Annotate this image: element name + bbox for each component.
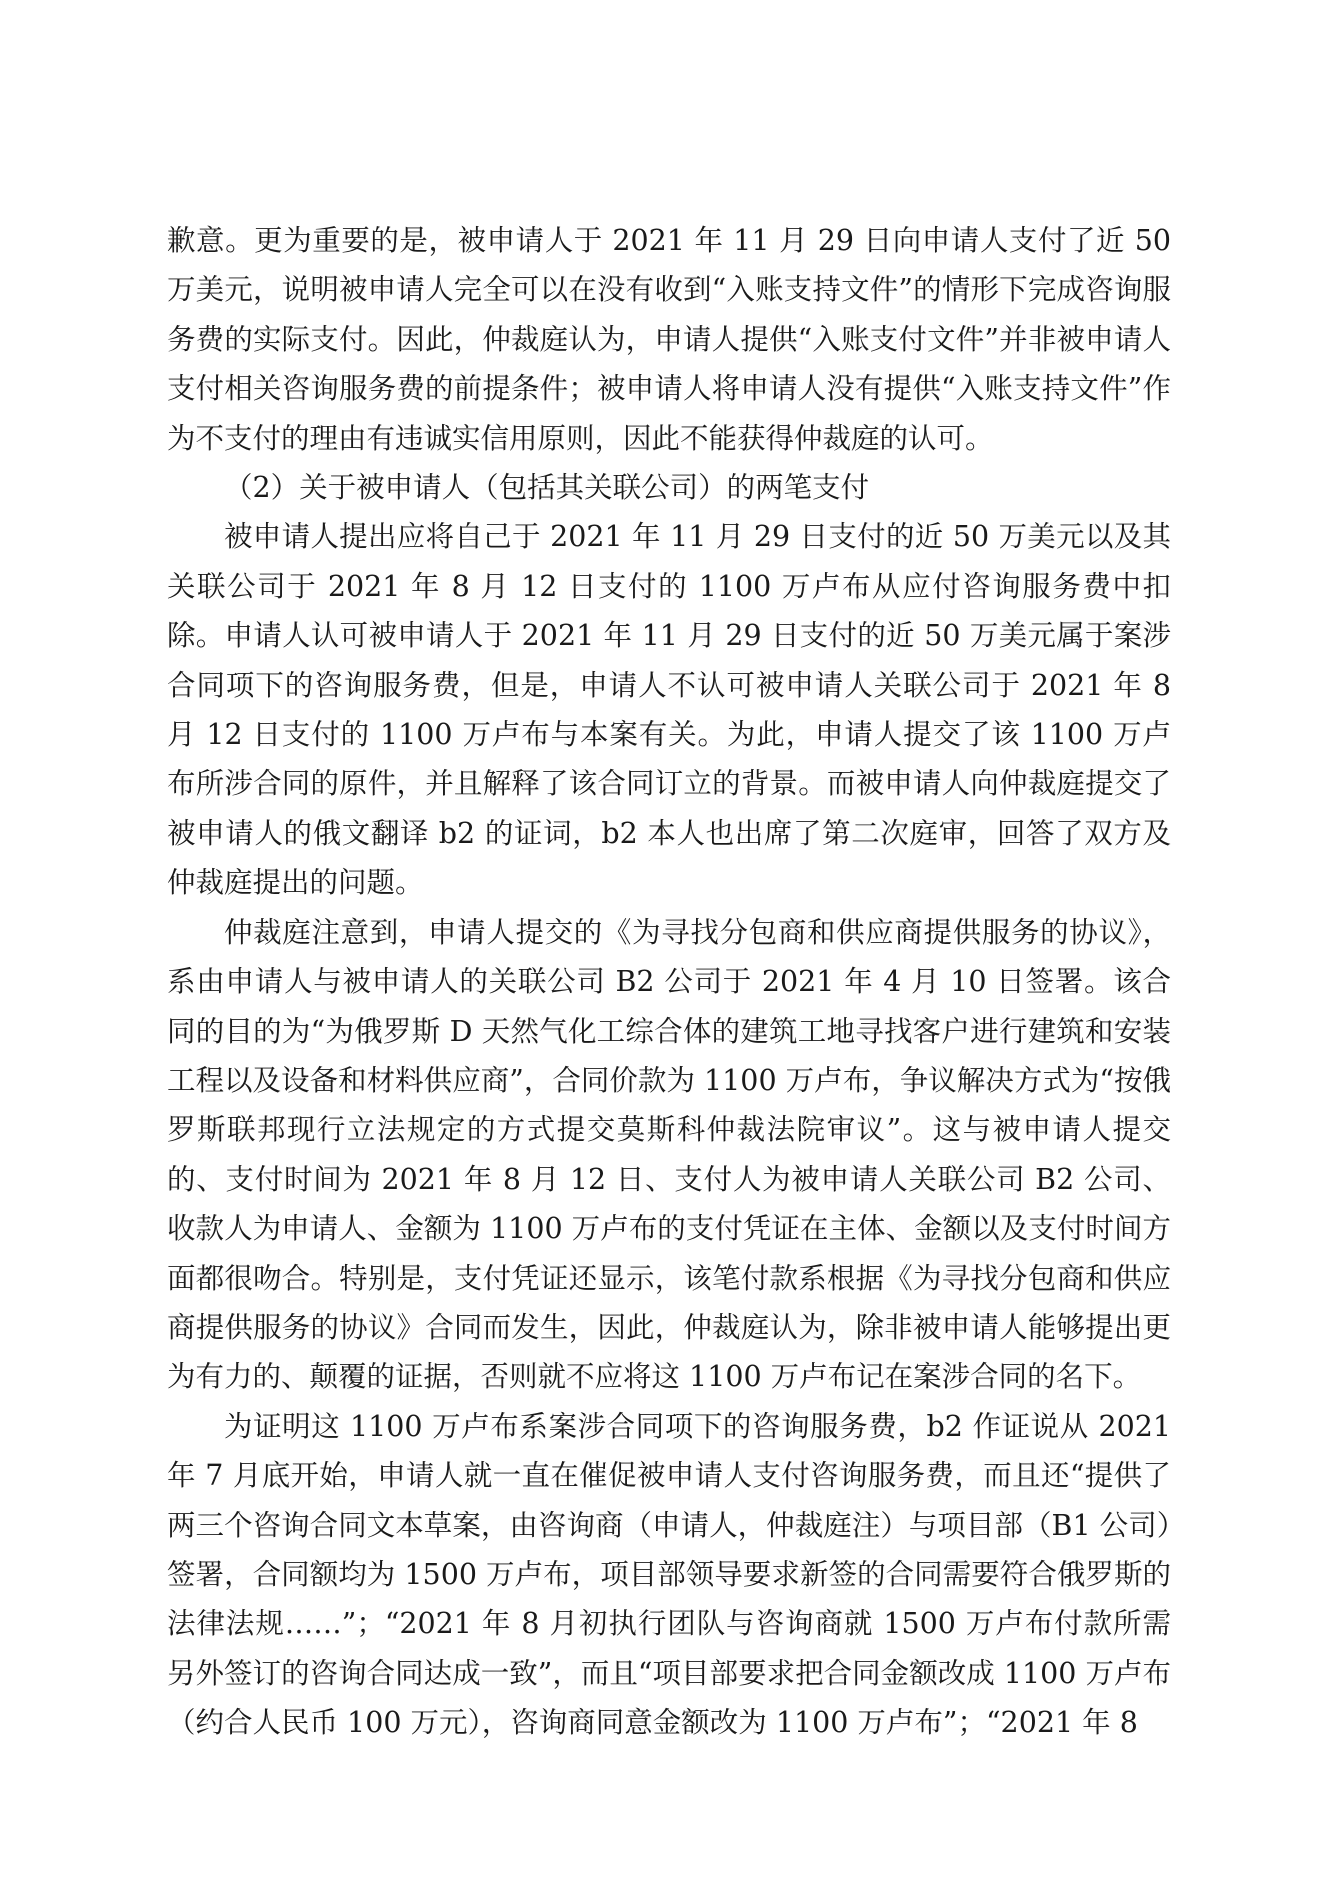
paragraph-2-heading: （2）关于被申请人（包括其关联公司）的两笔支付 [224,471,870,505]
document-body [167,216,1171,1748]
paragraph-4: 仲裁庭注意到，申请人提交的《为寻找分包商和供应商提供服务的协议》，系由申请人与被申请人的关联公司 B2 公司于 2021 年 4 月 10 日签署。该合同的目的为“为俄罗斯 D 天然气化工综合体的建筑工地寻找客户进行建筑和安装工程以及设备和材料供应商”，合同价款为 1100 万卢布，争议解决方式为“按俄罗斯联邦现行立法规定的方式提交莫斯科仲裁法院审议”。这与被申请人提交的、支付时间为 2021 年 8 月 12 日、支付人为被申请人关联公司 B2 公司、收款人为申请人、金额为 1100 万卢布的支付凭证在主体、金额以及支付时间方面都很吻合。特别是，支付凭证还显示，该笔付款系根据《为寻找分包商和供应商提供服务的协议》合同而发生，因此，仲裁庭认为，除非被申请人能够提出更为有力的、颠覆的证据，否则就不应将这 1100 万卢布记在案涉合同的名下。 [167,915,1171,1394]
paragraph-1: 歉意。更为重要的是，被申请人于 2021 年 11 月 29 日向申请人支付了近 50 万美元，说明被申请人完全可以在没有收到“入账支持文件”的情形下完成咨询服务费的实际支付。因此，仲裁庭认为，申请人提供“入账支付文件”并非被申请人支付相关咨询服务费的前提条件；被申请人将申请人没有提供“入账支持文件”作为不支付的理由有违诚实信用原则，因此不能获得仲裁庭的认可。 [167,224,1171,455]
paragraph-3: 被申请人提出应将自己于 2021 年 11 月 29 日支付的近 50 万美元以及其关联公司于 2021 年 8 月 12 日支付的 1100 万卢布从应付咨询服务费中扣除。申请人认可被申请人于 2021 年 11 月 29 日支付的近 50 万美元属于案涉合同项下的咨询服务费，但是，申请人不认可被申请人关联公司于 2021 年 8 月 12 日支付的 1100 万卢布与本案有关。为此，申请人提交了该 1100 万卢布所涉合同的原件，并且解释了该合同订立的背景。而被申请人向仲裁庭提交了被申请人的俄文翻译 b2 的证词，b2 本人也出席了第二次庭审，回答了双方及仲裁庭提出的问题。 [167,520,1171,900]
paragraph-5: 为证明这 1100 万卢布系案涉合同项下的咨询服务费，b2 作证说从 2021 年 7 月底开始，申请人就一直在催促被申请人支付咨询服务费，而且还“提供了两三个咨询合同文本草案，由咨询商（申请人，仲裁庭注）与项目部（B1 公司）签署，合同额均为 1500 万卢布，项目部领导要求新签的合同需要符合俄罗斯的法律法规……”；“2021 年 8 月初执行团队与咨询商就 1500 万卢布付款所需另外签订的咨询合同达成一致”，而且“项目部要求把合同金额改成 1100 万卢布（约合人民币 100 万元），咨询商同意金额改为 1100 万卢布”；“2021 年 8 [167,1409,1171,1740]
